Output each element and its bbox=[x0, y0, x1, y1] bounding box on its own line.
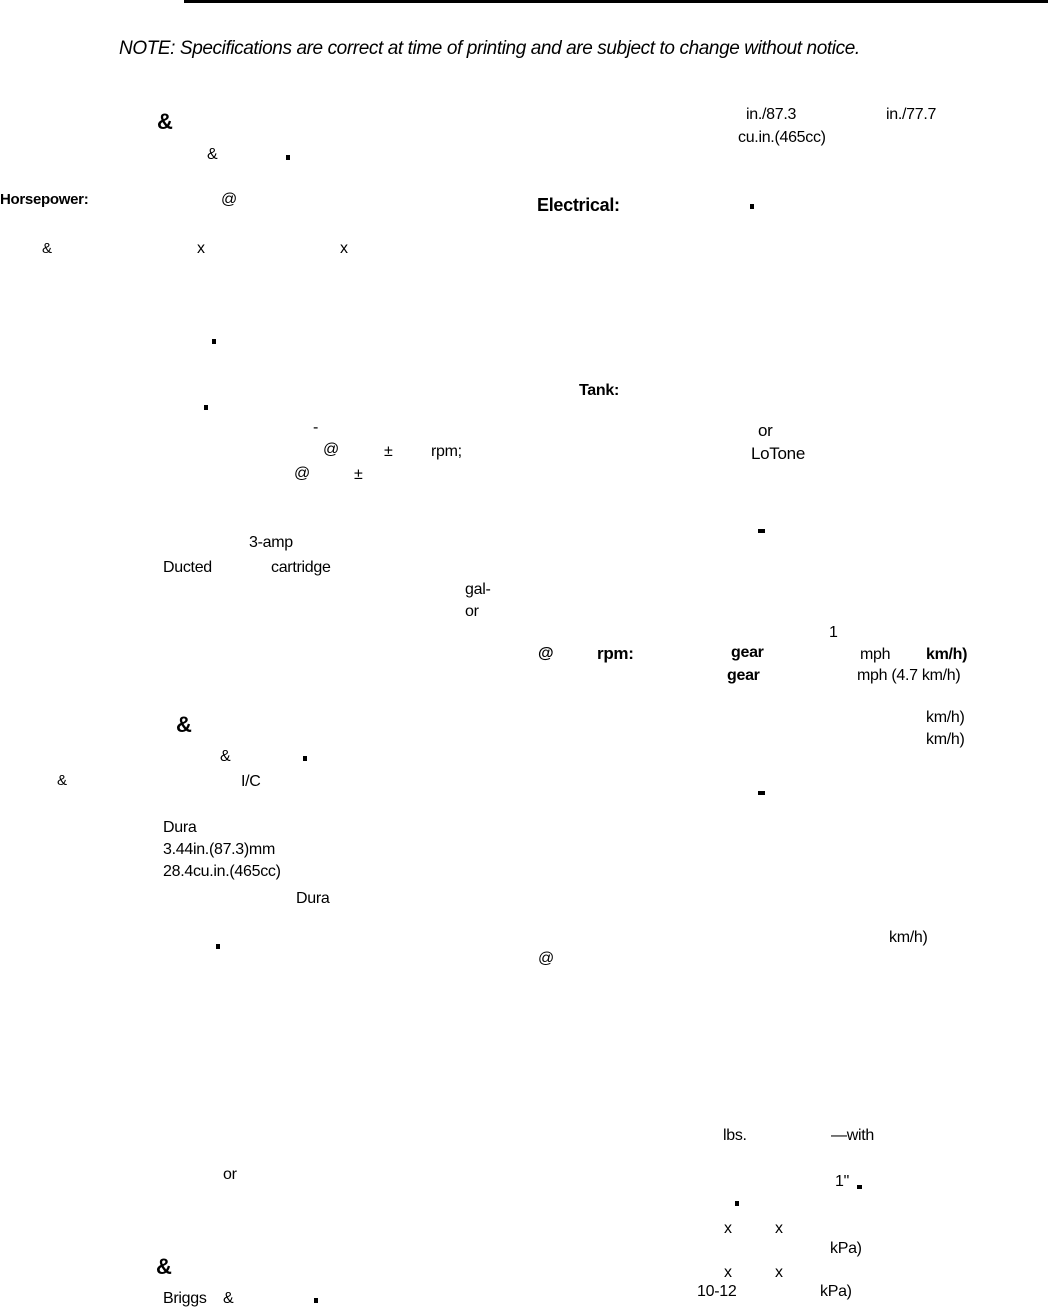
ampersand: & bbox=[220, 748, 231, 765]
bullet-mark bbox=[758, 529, 765, 533]
ducted-text: Ducted bbox=[163, 559, 212, 576]
ampersand: & bbox=[207, 146, 218, 163]
lbs-text: lbs. bbox=[723, 1127, 747, 1144]
at-symbol: @ bbox=[294, 465, 310, 482]
ampersand: & bbox=[176, 712, 192, 737]
kmh-text: km/h) bbox=[889, 929, 928, 946]
rpm-label: rpm: bbox=[597, 644, 634, 663]
plus-minus: ± bbox=[384, 443, 393, 460]
bullet-mark bbox=[314, 1298, 318, 1303]
briggs-text: Briggs bbox=[163, 1290, 207, 1307]
electrical-label: Electrical: bbox=[537, 195, 620, 215]
bullet-mark bbox=[216, 944, 220, 949]
ampersand: & bbox=[42, 240, 52, 257]
gallon-text: gal- bbox=[465, 581, 491, 598]
stroke-inch-text: in./77.7 bbox=[886, 106, 937, 123]
gear-text: gear bbox=[727, 667, 760, 684]
note-text: NOTE: Specifications are correct at time of printing and are subject to change without notice. bbox=[119, 38, 860, 59]
mph-text: mph bbox=[860, 646, 891, 663]
times-symbol: x bbox=[197, 240, 205, 257]
or-text: or bbox=[758, 421, 773, 440]
with-text: —with bbox=[831, 1127, 874, 1144]
kmh-text: km/h) bbox=[926, 731, 965, 748]
numeral-one: 1 bbox=[829, 624, 838, 641]
ampersand: & bbox=[157, 109, 173, 134]
times-symbol: x bbox=[775, 1264, 783, 1281]
lotone-text: LoTone bbox=[751, 444, 805, 463]
times-symbol: x bbox=[724, 1220, 732, 1237]
speed-text: mph (4.7 km/h) bbox=[857, 667, 961, 684]
at-symbol: @ bbox=[221, 191, 237, 208]
pressure-range: 10-12 bbox=[697, 1283, 737, 1300]
bullet-mark bbox=[286, 155, 290, 160]
kpa-text: kPa) bbox=[820, 1283, 852, 1300]
displacement-spec: 28.4cu.in.(465cc) bbox=[163, 863, 281, 880]
bullet-mark bbox=[857, 1185, 862, 1189]
rpm-text: rpm; bbox=[431, 443, 462, 460]
bullet-mark bbox=[204, 405, 208, 410]
top-rule bbox=[184, 0, 1048, 3]
kpa-text: kPa) bbox=[830, 1240, 862, 1257]
plus-minus: ± bbox=[354, 466, 363, 483]
bullet-mark bbox=[735, 1201, 739, 1206]
kmh-text: km/h) bbox=[926, 646, 968, 663]
times-symbol: x bbox=[340, 240, 348, 257]
horsepower-label: Horsepower: bbox=[0, 191, 89, 208]
or-text: or bbox=[223, 1166, 237, 1183]
or-text: or bbox=[465, 603, 479, 620]
bore-spec: 3.44in.(87.3)mm bbox=[163, 841, 275, 858]
cartridge-text: cartridge bbox=[271, 559, 331, 576]
ic-text: I/C bbox=[241, 773, 261, 790]
bullet-mark bbox=[303, 756, 307, 761]
dura-text: Dura bbox=[296, 890, 330, 907]
at-symbol: @ bbox=[538, 950, 554, 967]
at-symbol: @ bbox=[323, 441, 339, 458]
bullet-mark bbox=[758, 791, 765, 795]
bore-inch-text: in./87.3 bbox=[746, 106, 797, 123]
dash-mark: - bbox=[313, 419, 319, 436]
ampersand: & bbox=[57, 772, 67, 789]
times-symbol: x bbox=[775, 1220, 783, 1237]
kmh-text: km/h) bbox=[926, 709, 965, 726]
bullet-mark bbox=[750, 204, 754, 209]
ampersand: & bbox=[156, 1254, 172, 1279]
ampersand: & bbox=[223, 1290, 234, 1307]
tank-label: Tank: bbox=[579, 382, 619, 399]
displacement-text: cu.in.(465cc) bbox=[738, 129, 826, 146]
bullet-mark bbox=[212, 339, 216, 344]
at-symbol: @ bbox=[538, 645, 554, 662]
times-symbol: x bbox=[724, 1264, 732, 1281]
dura-text: Dura bbox=[163, 819, 197, 836]
gear-text: gear bbox=[731, 644, 764, 661]
amp-rating: 3-amp bbox=[249, 534, 293, 551]
inch-text: 1" bbox=[835, 1173, 849, 1190]
